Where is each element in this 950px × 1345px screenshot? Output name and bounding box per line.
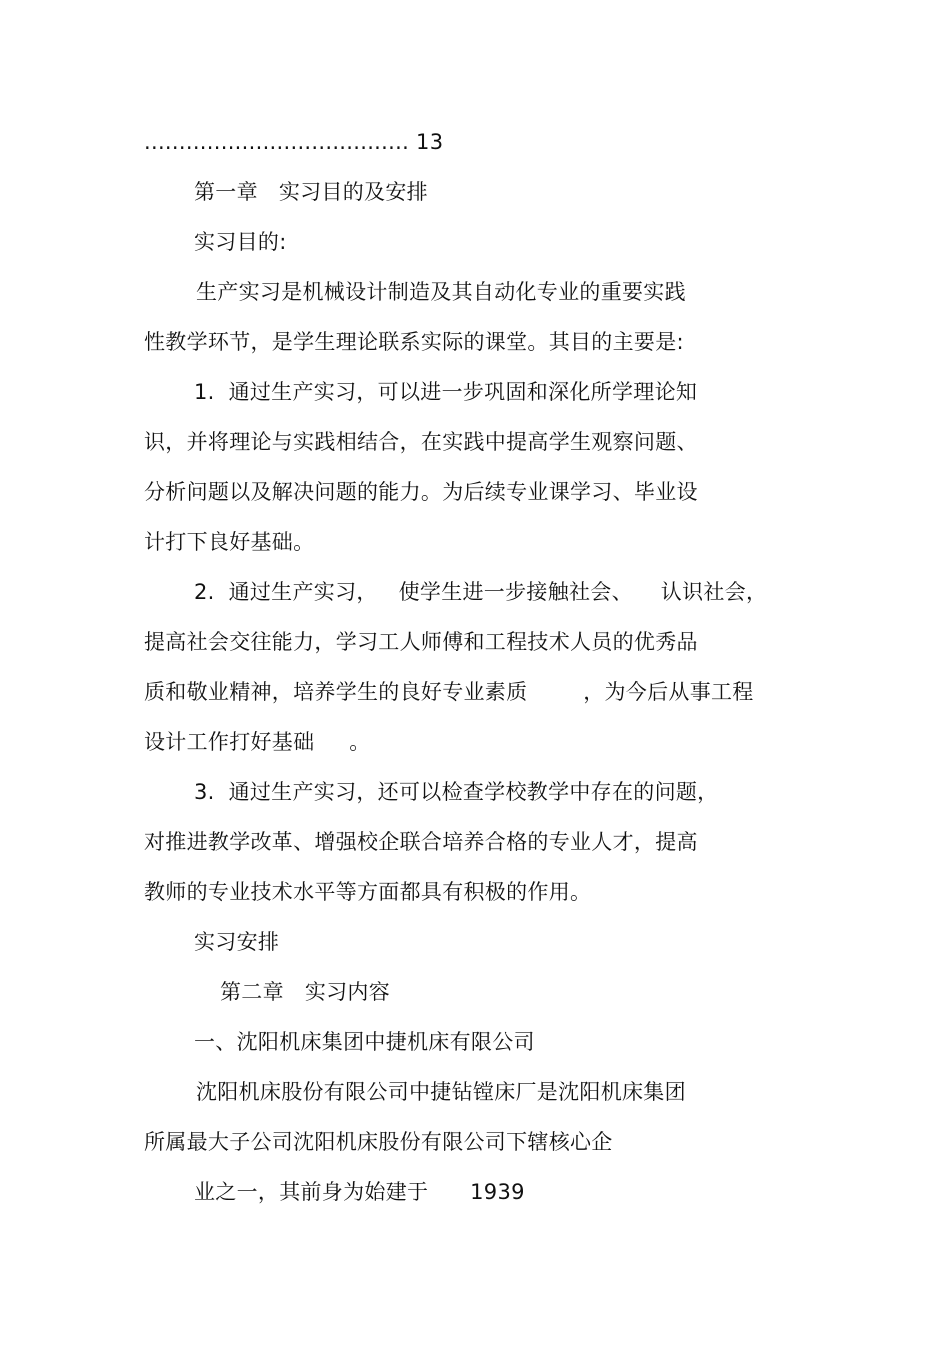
paragraph-line: 生产实习是机械设计制造及其自动化专业的重要实践: [196, 280, 686, 304]
paragraph-line: 所属最大子公司沈阳机床股份有限公司下辖核心企: [144, 1130, 613, 1154]
section-heading-arrangement: 实习安排: [194, 930, 280, 954]
list-item-3-line: 3. 通过生产实习，还可以检查学校教学中存在的问题，: [194, 780, 719, 804]
list-item-1-line: 分析问题以及解决问题的能力。为后续专业课学习、毕业设: [144, 480, 698, 504]
list-item-2-line: 质和敬业精神，培养学生的良好专业素质 ，为今后从事工程: [144, 680, 754, 704]
list-item-2-line: 设计工作打好基础 。: [144, 730, 371, 754]
paragraph-line: 业之一，其前身为始建于 1939: [194, 1180, 525, 1204]
chapter-1-heading: 第一章 实习目的及安排: [194, 180, 428, 204]
section-heading-company: 一、沈阳机床集团中捷机床有限公司: [194, 1030, 535, 1054]
list-item-1-line: 1. 通过生产实习，可以进一步巩固和深化所学理论知: [194, 380, 698, 404]
list-item-3-line: 对推进教学改革、增强校企联合培养合格的专业人才，提高: [144, 830, 698, 854]
list-item-3-line: 教师的专业技术水平等方面都具有积极的作用。: [144, 880, 592, 904]
chapter-2-heading: 第二章 实习内容: [220, 980, 391, 1004]
section-heading-purpose: 实习目的:: [194, 230, 287, 254]
list-item-1-line: 识，并将理论与实践相结合，在实践中提高学生观察问题、: [144, 430, 698, 454]
paragraph-line: 性教学环节，是学生理论联系实际的课堂。其目的主要是:: [144, 330, 684, 354]
list-item-2-line: 2. 通过生产实习， 使学生进一步接触社会、 认识社会，: [194, 580, 768, 604]
list-item-1-line: 计打下良好基础。: [144, 530, 315, 554]
paragraph-line: 沈阳机床股份有限公司中捷钻镗床厂是沈阳机床集团: [196, 1080, 686, 1104]
toc-leader-line: ...................................... 13: [144, 130, 444, 154]
list-item-2-line: 提高社会交往能力，学习工人师傅和工程技术人员的优秀品: [144, 630, 698, 654]
